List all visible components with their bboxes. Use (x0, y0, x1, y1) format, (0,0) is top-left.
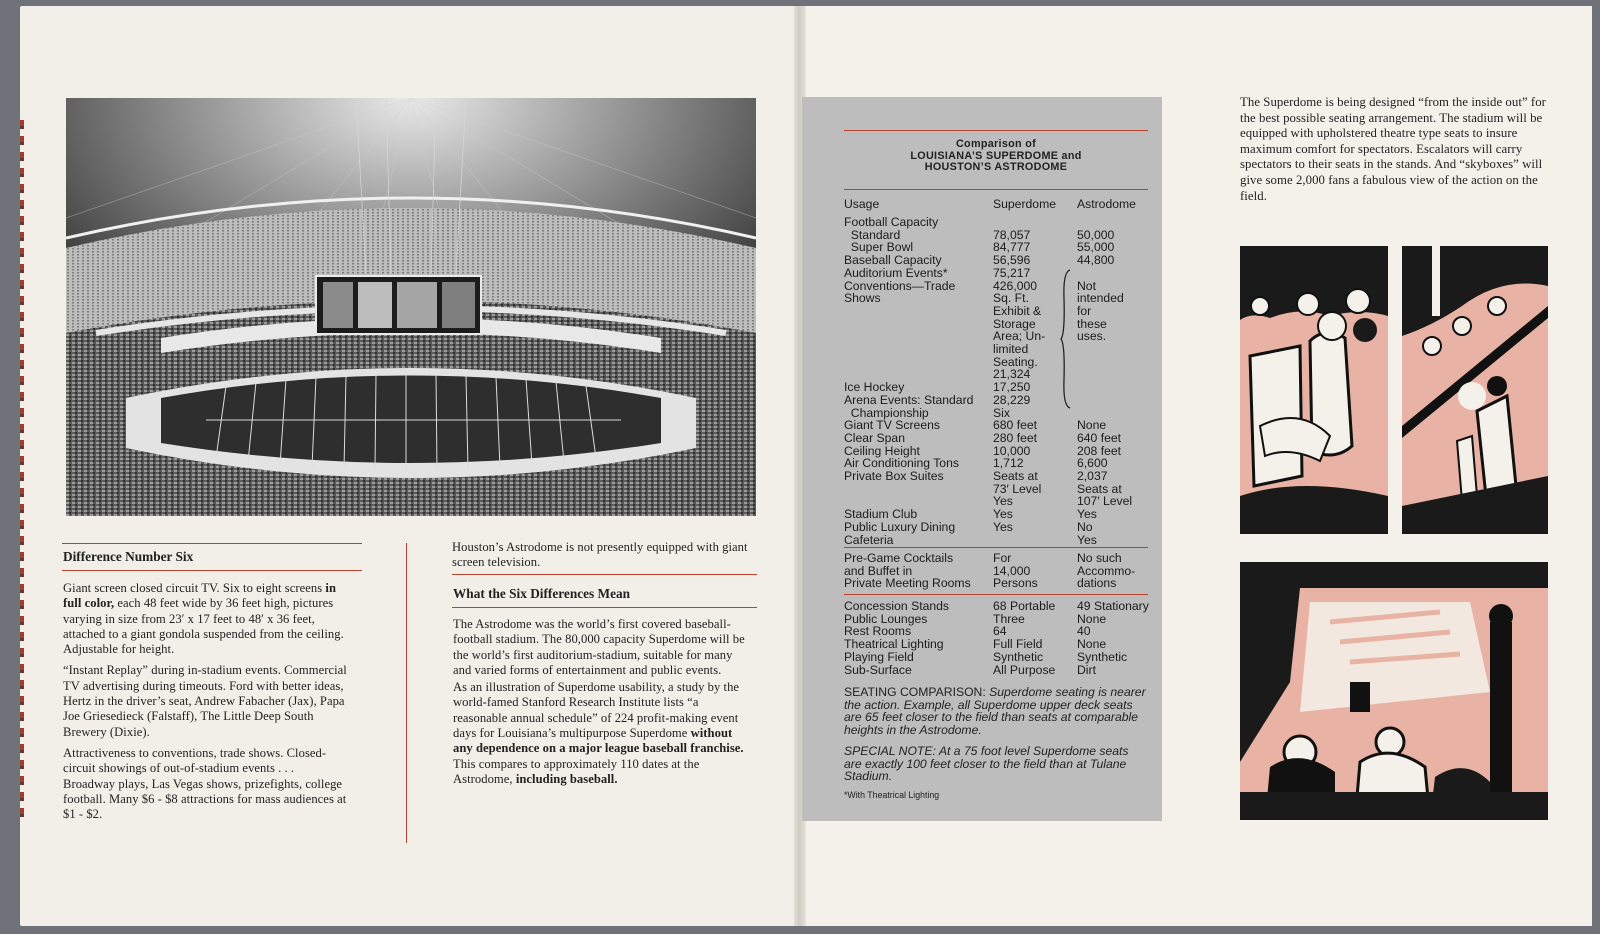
astrodome-column-3: 49 Stationary None 40 None Synthetic Dirt (1077, 599, 1149, 677)
superdome-design-text: The Superdome is being designed “from the inside out” for the best possible seating arrangement. The stadium will be equipped with upholstered theatre type seats to insure maximum comfort for spectators. Escalators will carry spectators to their seats in the stands. And “skyboxes” will give some 2,000 fans a fabulous view of the action on the field. (1240, 95, 1546, 203)
superdome-column-1: 78,057 84,777 56,596 75,217 426,000 Sq. Ft. Exhibit & Storage Area; Un- limited Seating. 21,324 17,250 28,229 Six 680 feet 280 feet 10,000 1,712 Seats at 73′ Level Yes Yes Yes (993, 227, 1046, 534)
special-note: SPECIAL NOTE: At a 75 foot level Superdome seats are exactly 100 feet closer to the field than at Tulane Stadium. (844, 744, 1129, 784)
column-divider (406, 543, 407, 843)
heading-difference-six: Difference Number Six (63, 549, 194, 564)
six-differences-body: The Astrodome was the world’s first covered baseball-football stadium. The 80,000 capacity Superdome will be the world’s first auditorium-stadium, suitable for many and varied forms of entertainment and public events. As an illustration of Superdome usability, a study by the world-famed Stanford Research Institute lists “a reasonable annual schedule” of 224 profit-making event days for Louisiana’s multipurpose Superdome without any dependence on a major league baseball franchise. This compares to approximately 110 dates at the Astrodome, including baseball. (453, 617, 745, 786)
header-usage: Usage (844, 197, 880, 211)
astrodome-tv-note: Houston’s Astrodome is not presently equipped with giant screen television. (452, 540, 748, 570)
table-rule-title (844, 189, 1148, 190)
rule-top-difference (62, 543, 362, 544)
table-footnote: *With Theatrical Lighting (844, 790, 940, 800)
usage-column-3: Concession Stands Public Lounges Rest Rooms Theatrical Lighting Playing Field Sub-Surface (844, 599, 950, 677)
header-astrodome: Astrodome (1077, 197, 1136, 211)
superdome-column-2: For 14,000 Persons (993, 551, 1038, 591)
table-title: Comparison of LOUISIANA’S SUPERDOME and HOUSTON’S ASTRODOME (910, 138, 1082, 174)
page-edge-strip (20, 120, 24, 820)
difference-six-body: Giant screen closed circuit TV. Six to eight screens in full color, each 48 feet wide by 36 feet high, pictures varying in size from 23′ x 17 feet to 48′ x 36 feet, attached to a giant gondola suspended from the ceiling. Adjustable for height. “Instant Replay” during in-stadium events. Commercial TV advertising during timeouts. Ford with better ideas, Hertz in the driver’s seat, Andrew Fabacher (Jax), Papa Joe Griesedieck (Falstaff), The Little Deep South Brewery (Dixie). Attractiveness to conventions, trade shows. Closed-circuit showings of out-of-stadium events . . . Broadway plays, Las Vegas shows, prizefights, college football. Many $6 - $8 attractions for mass audiences at $1 - $2. (63, 581, 347, 822)
illustration-spectators-seated (1240, 246, 1388, 534)
usage-column-1: Football Capacity Standard Super Bowl Baseball Capacity Auditorium Events* Conventions—Trade Shows Ice Hockey Arena Events: Standard Championship Giant TV Screens Clear Span Ceiling Height Air Conditioning Tons Private Box Suites Stadium Club Public Luxury Dining Cafeteria (844, 215, 974, 547)
rule-bottom-difference (62, 570, 362, 571)
superdome-column-3: 68 Portable Three 64 Full Field Synthetic All Purpose (993, 599, 1056, 677)
superdome-interior-photo (66, 98, 756, 516)
rule-top-meaning (452, 574, 757, 575)
table-rule-top (844, 130, 1148, 131)
astrodome-column-2: No such Accommo- dations (1077, 551, 1136, 591)
table-rule-mid-2 (844, 594, 1148, 595)
header-superdome: Superdome (993, 197, 1057, 211)
heading-six-differences: What the Six Differences Mean (453, 586, 631, 601)
rule-bottom-meaning (452, 607, 757, 608)
illustration-skybox-lounge (1240, 562, 1548, 820)
illustration-escalator (1402, 246, 1548, 534)
seating-comparison-note: SEATING COMPARISON: Superdome seating is nearer the action. Example, all Superdome upper deck seats are 65 feet closer to the field than seats at comparable heights in the Astrodome. (844, 685, 1146, 738)
table-rule-mid-1 (844, 547, 1148, 548)
usage-column-2: Pre-Game Cocktails and Buffet in Private Meeting Rooms (844, 551, 971, 591)
astrodome-column-1: 50,000 55,000 44,800 Not intended for these uses. None 640 feet 208 feet 6,600 2,037 Seats at 107′ Level Yes No Yes (1077, 227, 1133, 547)
brace-icon (1060, 268, 1074, 410)
